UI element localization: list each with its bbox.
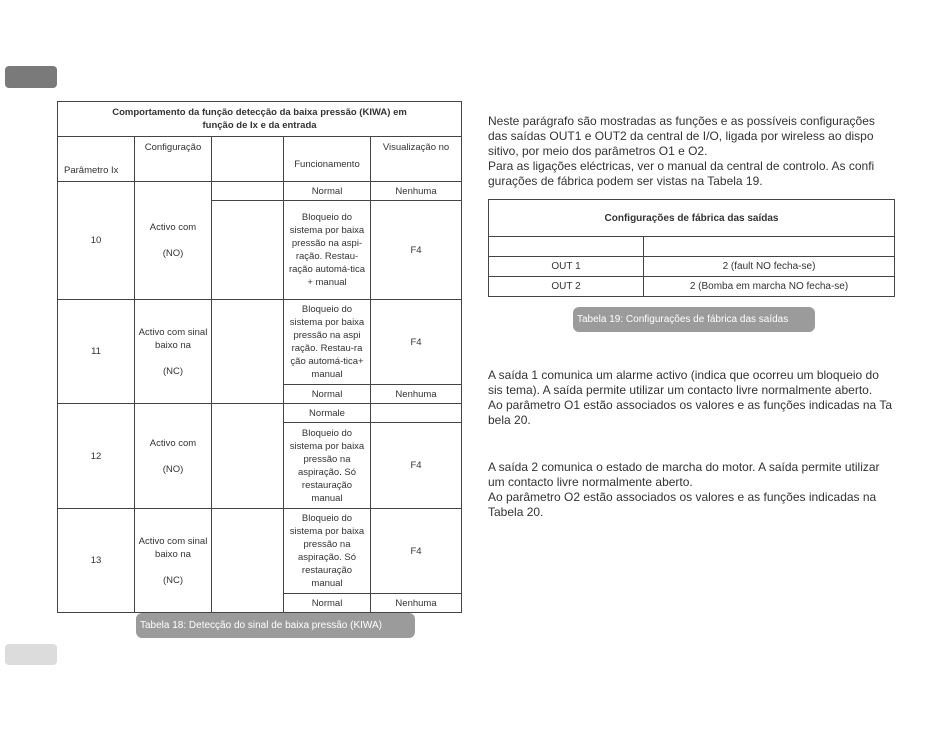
- cell-output: OUT 1: [489, 257, 644, 277]
- intro-paragraph: [488, 114, 894, 189]
- config-line1: Activo com: [149, 222, 197, 233]
- table-row: [489, 237, 895, 257]
- row-vis: F4: [371, 423, 462, 509]
- row-blank: [212, 300, 284, 404]
- out2-text-1: A saída 2 comunica o estado de marcha do motor. A saída permite utilizar um contacto livre normalmente aberto.: [488, 460, 880, 489]
- row-config: [135, 300, 212, 404]
- out1-paragraph: [488, 368, 894, 428]
- row-vis: Nenhuma: [371, 182, 462, 201]
- config-line1: Activo com sinal baixo na: [138, 326, 208, 351]
- row-func: Normale: [284, 404, 371, 423]
- header-config: Configuração: [135, 137, 212, 182]
- cell-value: 2 (fault NO fecha-se): [644, 257, 895, 277]
- row-config: [135, 182, 212, 300]
- page-tab-marker-light: [5, 644, 57, 665]
- table-row: [58, 300, 462, 385]
- config-line2: (NO): [162, 463, 184, 475]
- config-line2: (NC): [162, 574, 184, 586]
- table-row: [489, 277, 895, 297]
- out2-text-2: Ao parâmetro O2 estão associados os valores e as funções indicadas na Tabela 20.: [488, 490, 877, 519]
- row-config: [135, 509, 212, 613]
- table-row: [58, 182, 462, 201]
- row-vis: Nenhuma: [371, 594, 462, 613]
- out2-paragraph: [488, 460, 894, 520]
- config-line1: Activo com: [149, 437, 197, 449]
- row-func: Bloqueio do sistema por baixa pressão na aspiração. Só restauração manual: [284, 509, 371, 594]
- table-row: [489, 257, 895, 277]
- row-param: 12: [58, 404, 135, 509]
- cell-value: 2 (Bomba em marcha NO fecha-se): [644, 277, 895, 297]
- row-func: Bloqueio do sistema por baixa pressão na aspiração. Só restauração manual: [284, 423, 371, 509]
- config-line1: Activo com sinal baixo na: [138, 535, 208, 560]
- cell-output: [489, 237, 644, 257]
- row-blank: [212, 182, 284, 201]
- header-vis: Visualização no: [371, 137, 462, 182]
- row-blank: [212, 201, 284, 300]
- header-param: Parâmetro Ix: [58, 137, 135, 182]
- cell-value: [644, 237, 895, 257]
- row-param: 11: [58, 300, 135, 404]
- header-func: Funcionamento: [284, 137, 371, 182]
- header-empty: [212, 137, 284, 182]
- cell-output: OUT 2: [489, 277, 644, 297]
- table-19-title: Configurações de fábrica das saídas: [489, 200, 895, 237]
- config-line2: (NO): [162, 248, 184, 259]
- table-18-title: [58, 102, 462, 137]
- row-vis: [371, 404, 462, 423]
- table-18-title-line1: Comportamento da função detecção da baixa pressão (KIWA) em: [112, 107, 407, 118]
- intro-text-2: Para as ligações eléctricas, ver o manual da central de controlo. As confi gurações de fábrica podem ser vistas na Tabela 19.: [488, 159, 875, 188]
- row-param: 10: [58, 182, 135, 300]
- row-vis: Nenhuma: [371, 385, 462, 404]
- out1-text-2: Ao parâmetro O1 estão associados os valores e as funções indicadas na Ta bela 20.: [488, 398, 893, 427]
- table-18-caption: Tabela 18: Detecção do sinal de baixa pressão (KIWA): [136, 613, 415, 638]
- row-param: 13: [58, 509, 135, 613]
- page-tab-marker: [5, 66, 57, 88]
- row-func: Normal: [284, 385, 371, 404]
- row-blank: [212, 509, 284, 613]
- row-func: Bloqueio do sistema por baixa pressão na aspi ração. Restau-ra ção automá-tica+ manual: [284, 300, 371, 385]
- config-line2: (NC): [162, 365, 184, 377]
- row-vis: F4: [371, 300, 462, 385]
- table-19: [488, 199, 895, 297]
- intro-text-1: Neste parágrafo são mostradas as funções e as possíveis configurações das saídas OUT1 e OUT2 da central de I/O, ligada por wireless ao dispo sitivo, por meio dos parâmetros O1 e O2.: [488, 114, 875, 158]
- table-18-title-line2: função de Ix e da entrada: [202, 120, 317, 131]
- table-row: [58, 404, 462, 423]
- row-blank: [212, 404, 284, 509]
- row-config: [135, 404, 212, 509]
- row-func: Bloqueio do sistema por baixa pressão na aspi-ração. Restau-ração automá-tica + manual: [284, 201, 371, 300]
- row-vis: F4: [371, 509, 462, 594]
- table-18: [57, 101, 462, 613]
- row-func: Normal: [284, 594, 371, 613]
- row-vis: F4: [371, 201, 462, 300]
- row-func: Normal: [284, 182, 371, 201]
- out1-text-1: A saída 1 comunica um alarme activo (indica que ocorreu um bloqueio do sis tema). A saída permite utilizar um contacto livre normalmente aberto.: [488, 368, 879, 397]
- table-row: [58, 509, 462, 594]
- table-19-caption: Tabela 19: Configurações de fábrica das saídas: [573, 307, 815, 332]
